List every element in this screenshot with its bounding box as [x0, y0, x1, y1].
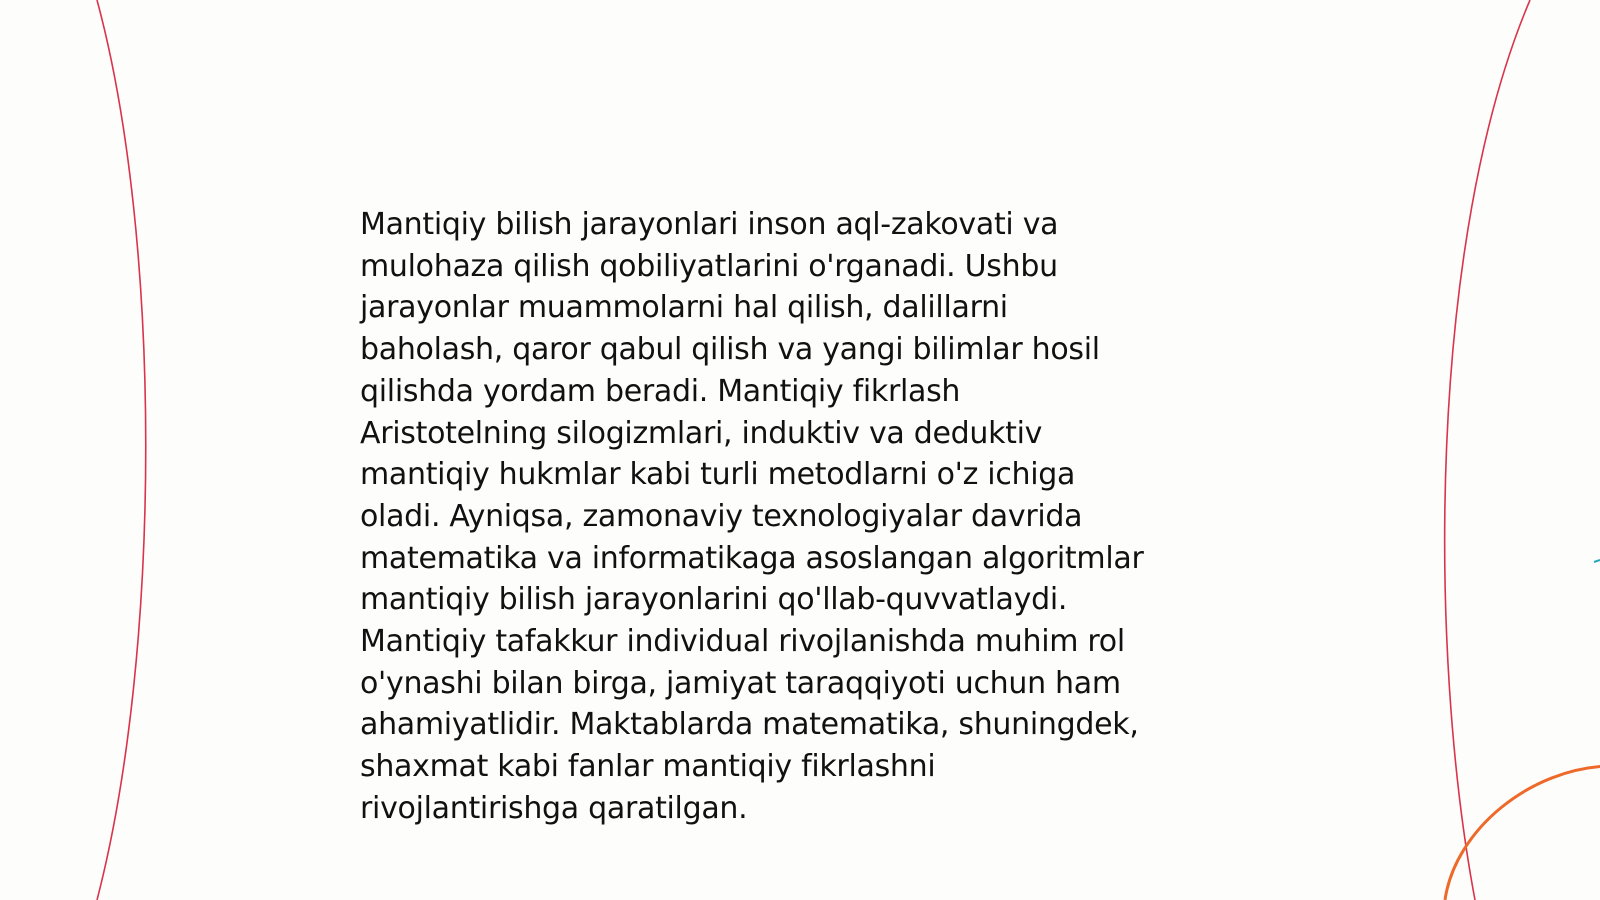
- paragraph-line: matematika va informatikaga asoslangan algoritmlar: [360, 540, 1144, 576]
- paragraph-line: jarayonlar muammolarni hal qilish, dalillarni: [360, 290, 1008, 326]
- paragraph-line: qilishda yordam beradi. Mantiqiy fikrlash: [360, 373, 961, 409]
- paragraph-line: mantiqiy bilish jarayonlarini qo'llab-quvvatlaydi.: [360, 582, 1068, 618]
- paragraph-line: oladi. Ayniqsa, zamonaviy texnologiyalar davrida: [360, 498, 1083, 534]
- left-arc-line: [97, 0, 146, 900]
- paragraph-line: Mantiqiy bilish jarayonlari inson aql-zakovati va: [360, 207, 1059, 242]
- corner-orange-arc: [1445, 766, 1600, 900]
- body-paragraph: [360, 204, 1250, 830]
- paragraph-line: shaxmat kabi fanlar mantiqiy fikrlashni: [360, 749, 936, 785]
- paragraph-line: mantiqiy hukmlar kabi turli metodlarni o'z ichiga: [360, 457, 1076, 493]
- paragraph-line: rivojlantirishga qaratilgan.: [360, 790, 748, 826]
- paragraph-line: Mantiqiy tafakkur individual rivojlanishda muhim rol: [360, 624, 1125, 660]
- paragraph-line: o'ynashi bilan birga, jamiyat taraqqiyoti uchun ham: [360, 665, 1121, 701]
- teal-accent-mark: [1594, 560, 1600, 562]
- paragraph-line: Aristotelning silogizmlari, induktiv va deduktiv: [360, 415, 1043, 451]
- right-arc-line: [1445, 0, 1530, 900]
- paragraph-line: baholash, qaror qabul qilish va yangi bilimlar hosil: [360, 332, 1100, 368]
- paragraph-line: ahamiyatlidir. Maktablarda matematika, shuningdek,: [360, 707, 1139, 743]
- paragraph-line: mulohaza qilish qobiliyatlarini o'rganadi. Ushbu: [360, 248, 1058, 284]
